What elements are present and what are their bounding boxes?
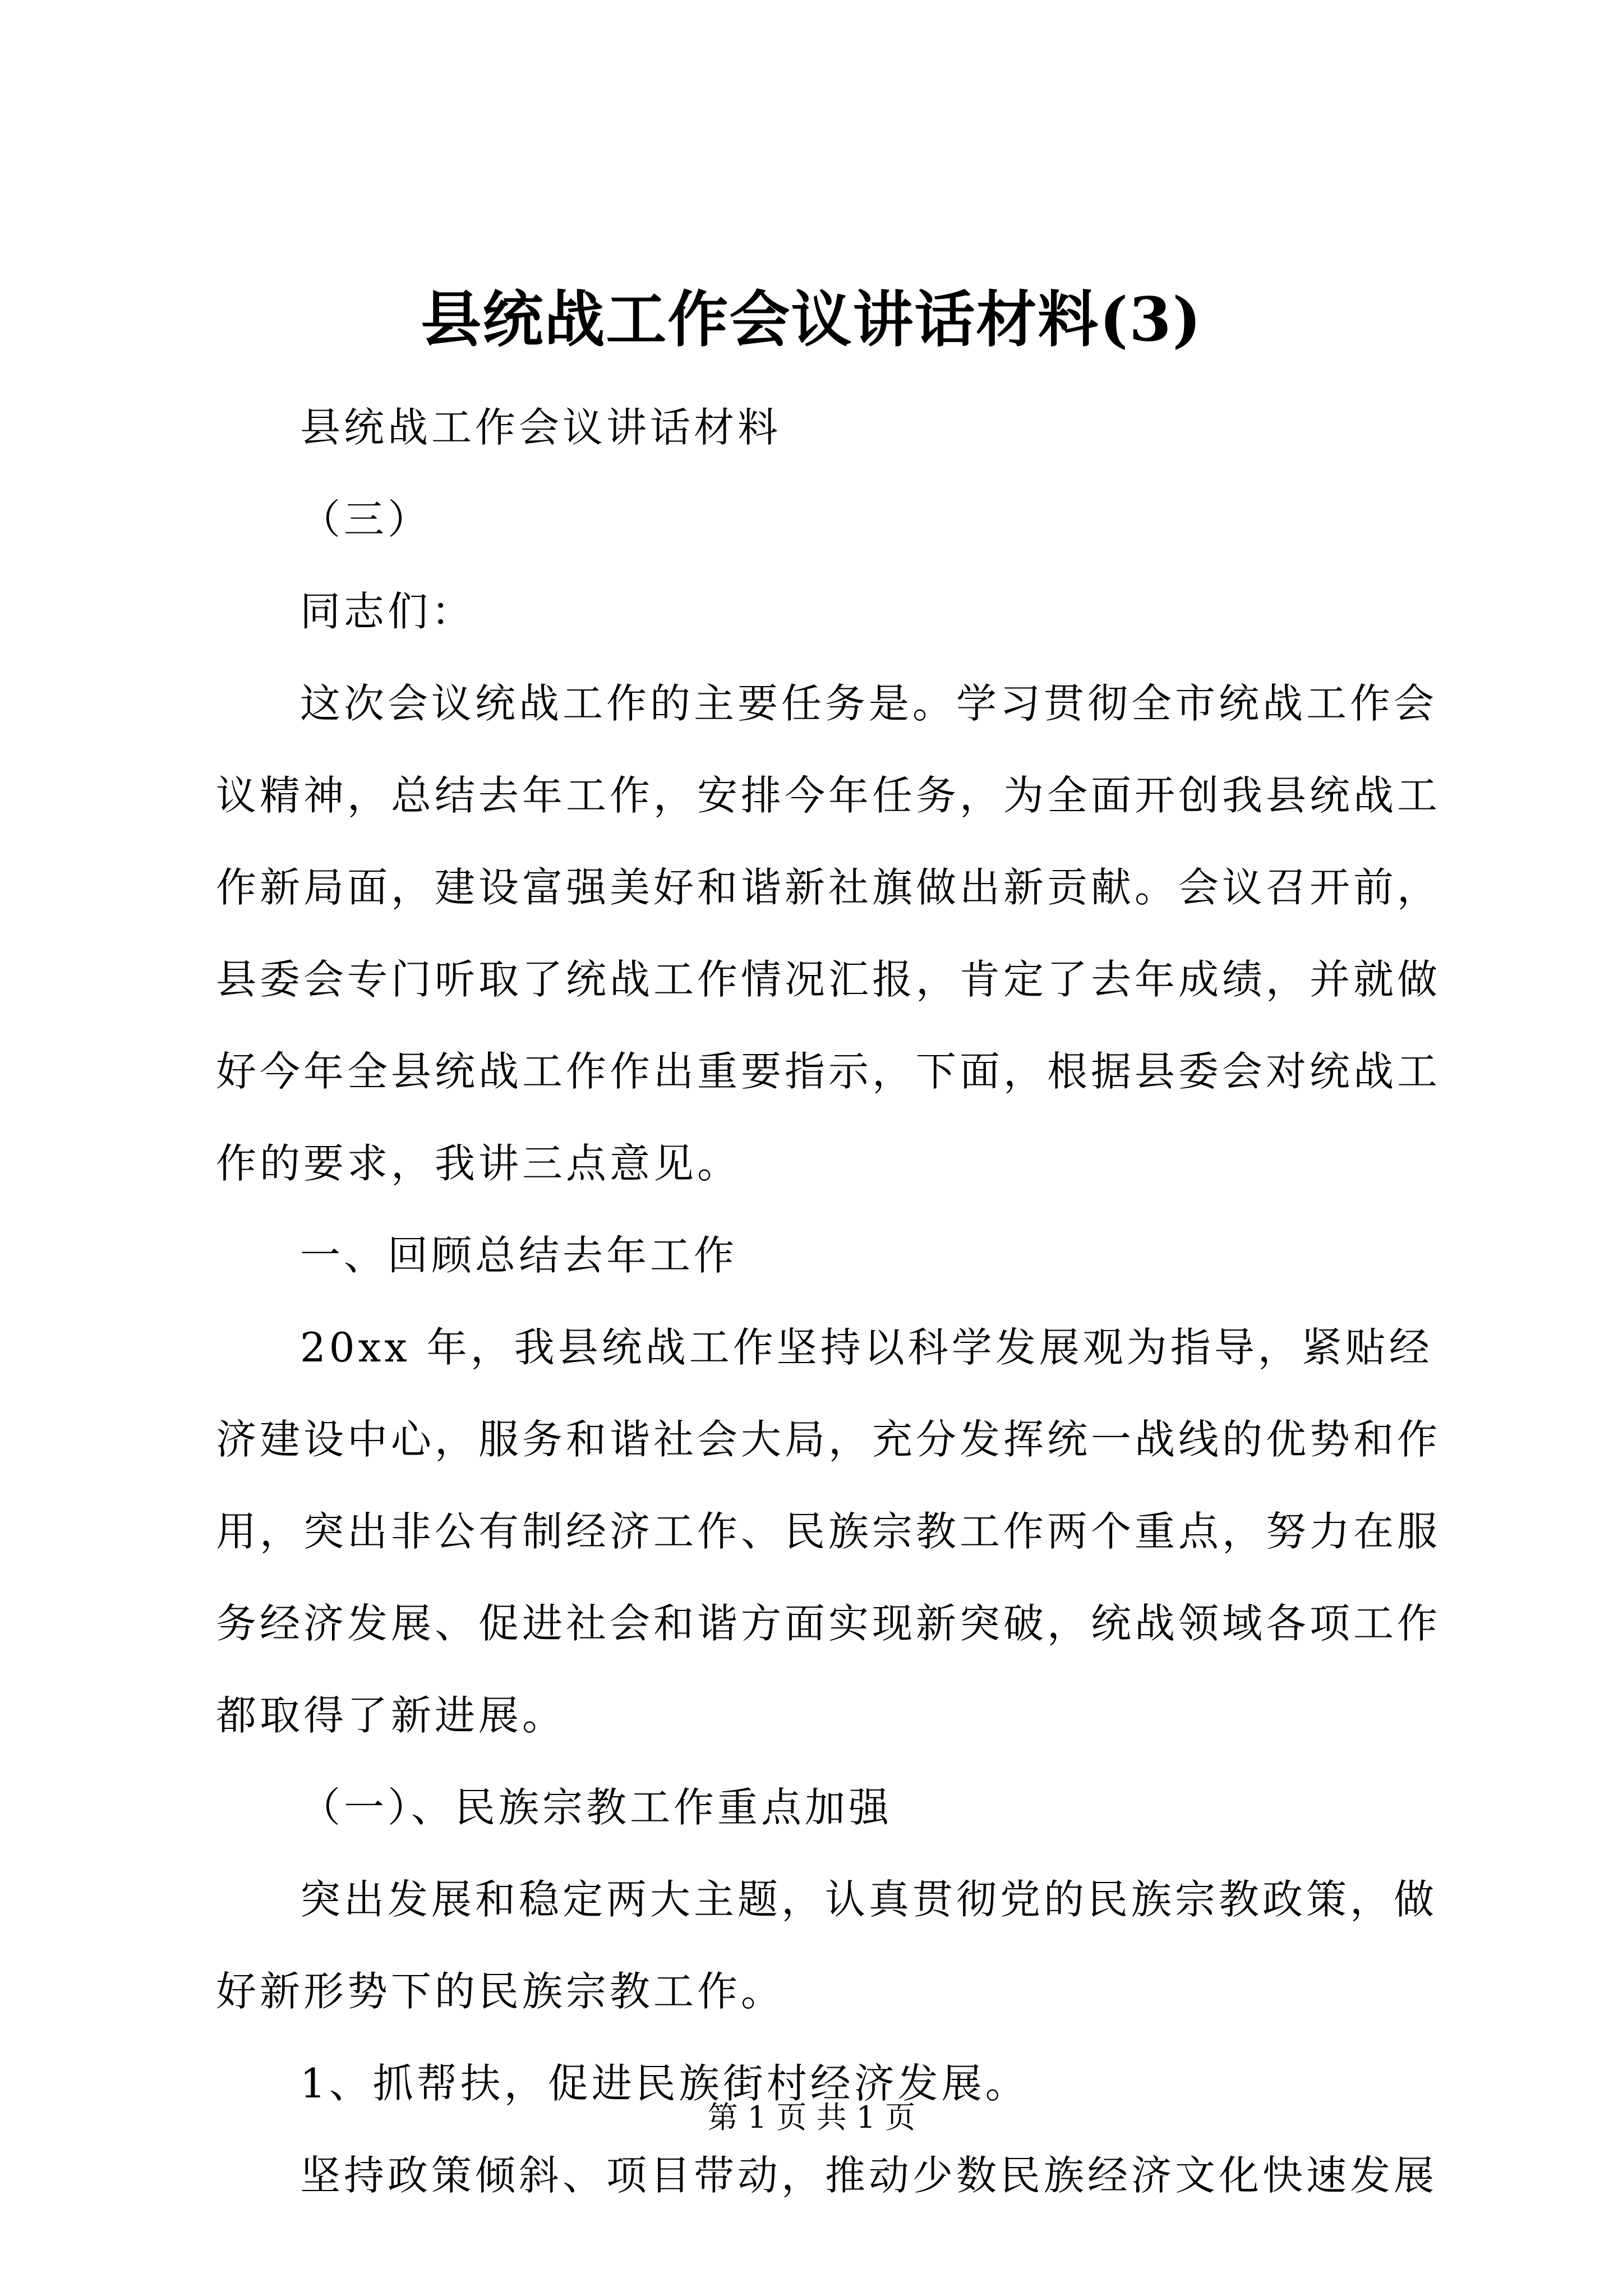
document-title: 县统战工作会议讲话材料(3) bbox=[421, 284, 1202, 355]
body-line: 1、抓帮扶，促进民族街村经济发展。 bbox=[300, 2060, 1029, 2107]
body-line: （一）、民族宗教工作重点加强 bbox=[300, 1784, 893, 1831]
page-footer: 第 1 页 共 1 页 bbox=[707, 2100, 916, 2135]
body-line: 突出发展和稳定两大主题，认真贯彻党的民族宗教政策，做 bbox=[300, 1876, 1438, 1923]
body-line: 作新局面，建设富强美好和谐新社旗做出新贡献。会议召开前， bbox=[216, 864, 1441, 911]
document-body bbox=[216, 381, 1441, 2221]
body-line: 好今年全县统战工作作出重要指示，下面，根据县委会对统战工 bbox=[216, 1048, 1441, 1095]
body-line: 用，突出非公有制经济工作、民族宗教工作两个重点，努力在服 bbox=[216, 1508, 1441, 1555]
body-line: 作的要求，我讲三点意见。 bbox=[216, 1140, 741, 1187]
body-line: 坚持政策倾斜、项目带动，推动少数民族经济文化快速发展 bbox=[300, 2152, 1438, 2199]
body-line: 济建设中心，服务和谐社会大局，充分发挥统一战线的优势和作 bbox=[216, 1416, 1441, 1463]
body-line: （三） bbox=[300, 496, 432, 543]
body-line: 都取得了新进展。 bbox=[216, 1692, 566, 1739]
body-line: 县委会专门听取了统战工作情况汇报，肯定了去年成绩，并就做 bbox=[216, 956, 1441, 1003]
body-line: 县统战工作会议讲话材料 bbox=[300, 404, 782, 451]
body-line: 同志们： bbox=[300, 588, 476, 635]
body-line: 这次会议统战工作的主要任务是。学习贯彻全市统战工作会 bbox=[300, 680, 1438, 727]
body-line: 务经济发展、促进社会和谐方面实现新突破，统战领域各项工作 bbox=[216, 1600, 1441, 1647]
body-line: 一、回顾总结去年工作 bbox=[300, 1232, 738, 1279]
body-line: 议精神，总结去年工作，安排今年任务，为全面开创我县统战工 bbox=[216, 772, 1441, 819]
body-line: 20xx 年，我县统战工作坚持以科学发展观为指导，紧贴经 bbox=[300, 1324, 1433, 1371]
body-line: 好新形势下的民族宗教工作。 bbox=[216, 1968, 785, 2015]
